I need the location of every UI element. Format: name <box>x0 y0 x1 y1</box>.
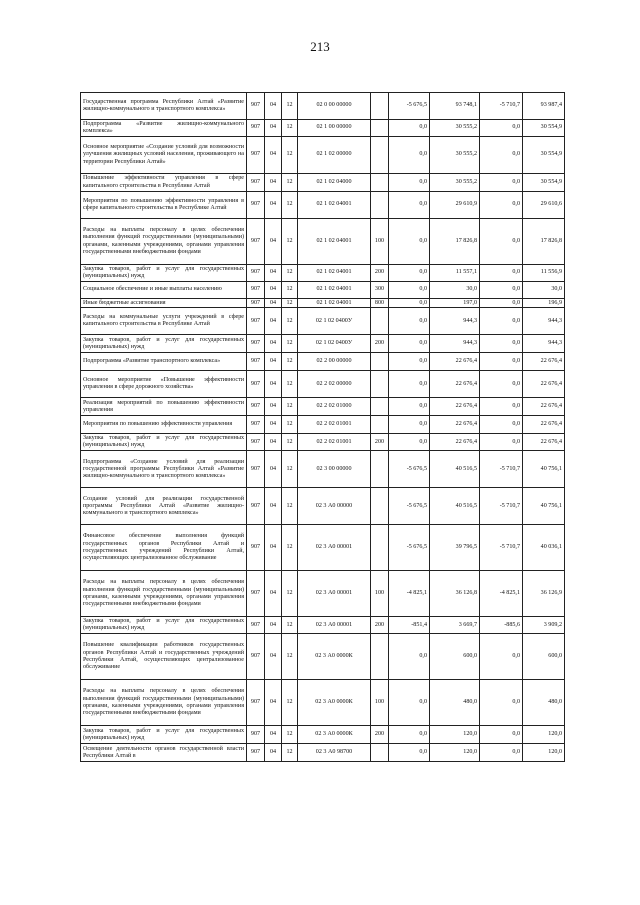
table-row <box>81 371 565 398</box>
row-amount-change-1: 0,0 <box>389 744 430 762</box>
row-subsection: 12 <box>282 726 298 744</box>
row-amount-change-2: 0,0 <box>480 265 523 282</box>
row-section: 04 <box>265 282 282 299</box>
row-section: 04 <box>265 192 282 219</box>
table-row <box>81 265 565 282</box>
row-admin-code: 907 <box>247 137 265 174</box>
row-name: Расходы на выплаты персоналу в целях обеспечения выполнения функций государственными (муниципальными) органами, казенными учреждениями, органами управления государственными внебюджетными фондами <box>81 219 247 265</box>
row-name: Закупка товаров, работ и услуг для государственных (муниципальных) нужд <box>81 617 247 634</box>
row-name: Государственная программа Республики Алтай «Развитие жилищно-коммунального и транспортного комплекса» <box>81 93 247 120</box>
row-expense-type: 200 <box>371 265 389 282</box>
row-amount-change-1: 0,0 <box>389 282 430 299</box>
row-expense-type: 200 <box>371 335 389 353</box>
row-subsection: 12 <box>282 353 298 371</box>
row-amount-2: 120,0 <box>523 726 565 744</box>
row-section: 04 <box>265 726 282 744</box>
row-name: Мероприятия по повышению эффективности управления в сфере капитального строительства в Республике Алтай <box>81 192 247 219</box>
row-amount-1: 30 555,2 <box>430 137 480 174</box>
row-admin-code: 907 <box>247 353 265 371</box>
row-amount-1: 480,0 <box>430 680 480 726</box>
row-amount-change-2: 0,0 <box>480 120 523 137</box>
row-amount-1: 17 826,8 <box>430 219 480 265</box>
row-amount-change-2: 0,0 <box>480 398 523 416</box>
row-subsection: 12 <box>282 265 298 282</box>
row-expense-type <box>371 416 389 434</box>
row-amount-1: 93 748,1 <box>430 93 480 120</box>
table-row <box>81 398 565 416</box>
row-amount-change-1: 0,0 <box>389 398 430 416</box>
row-amount-2: 40 756,1 <box>523 488 565 525</box>
row-amount-change-2: -4 825,1 <box>480 571 523 617</box>
row-amount-1: 29 610,9 <box>430 192 480 219</box>
row-expense-type <box>371 93 389 120</box>
row-amount-2: 600,0 <box>523 634 565 680</box>
row-target-article: 02 1 00 00000 <box>298 120 371 137</box>
table-row <box>81 192 565 219</box>
row-amount-1: 30 555,2 <box>430 120 480 137</box>
row-admin-code: 907 <box>247 174 265 192</box>
row-amount-change-1: -5 676,5 <box>389 488 430 525</box>
row-section: 04 <box>265 371 282 398</box>
row-amount-change-2: 0,0 <box>480 634 523 680</box>
row-section: 04 <box>265 299 282 308</box>
row-section: 04 <box>265 120 282 137</box>
row-section: 04 <box>265 308 282 335</box>
table-row <box>81 680 565 726</box>
row-target-article: 02 3 00 00000 <box>298 451 371 488</box>
row-name: Закупка товаров, работ и услуг для государственных (муниципальных) нужд <box>81 265 247 282</box>
row-name: Финансовое обеспечение выполнения функций государственных органов Республики Алтай и государственных учреждений Республики Алтай, осуществляющих централизованное обслуживание <box>81 525 247 571</box>
row-expense-type <box>371 308 389 335</box>
row-amount-1: 11 557,1 <box>430 265 480 282</box>
row-amount-change-2: 0,0 <box>480 192 523 219</box>
table-row <box>81 353 565 371</box>
table-row <box>81 451 565 488</box>
row-amount-2: 30,0 <box>523 282 565 299</box>
row-amount-1: 197,0 <box>430 299 480 308</box>
row-target-article: 02 2 02 01000 <box>298 398 371 416</box>
row-admin-code: 907 <box>247 93 265 120</box>
row-section: 04 <box>265 174 282 192</box>
row-expense-type <box>371 398 389 416</box>
row-amount-2: 120,0 <box>523 744 565 762</box>
row-amount-change-2: 0,0 <box>480 371 523 398</box>
row-amount-change-2: -5 710,7 <box>480 451 523 488</box>
row-subsection: 12 <box>282 451 298 488</box>
table-row <box>81 434 565 451</box>
row-amount-change-2: 0,0 <box>480 353 523 371</box>
row-amount-1: 120,0 <box>430 744 480 762</box>
row-amount-change-1: 0,0 <box>389 434 430 451</box>
row-amount-change-1: -5 676,5 <box>389 451 430 488</box>
row-subsection: 12 <box>282 93 298 120</box>
row-expense-type: 100 <box>371 571 389 617</box>
row-subsection: 12 <box>282 744 298 762</box>
row-amount-2: 36 126,9 <box>523 571 565 617</box>
row-admin-code: 907 <box>247 451 265 488</box>
row-target-article: 02 2 00 00000 <box>298 353 371 371</box>
row-amount-2: 22 676,4 <box>523 371 565 398</box>
row-amount-change-1: 0,0 <box>389 192 430 219</box>
row-expense-type <box>371 634 389 680</box>
row-amount-change-2: -5 710,7 <box>480 93 523 120</box>
row-target-article: 02 1 02 04000 <box>298 174 371 192</box>
row-amount-change-2: 0,0 <box>480 308 523 335</box>
row-admin-code: 907 <box>247 299 265 308</box>
row-amount-change-2: 0,0 <box>480 137 523 174</box>
row-expense-type <box>371 353 389 371</box>
row-admin-code: 907 <box>247 335 265 353</box>
row-admin-code: 907 <box>247 120 265 137</box>
row-admin-code: 907 <box>247 744 265 762</box>
row-amount-2: 30 554,9 <box>523 174 565 192</box>
row-amount-change-1: 0,0 <box>389 353 430 371</box>
row-amount-change-2: 0,0 <box>480 174 523 192</box>
row-expense-type: 200 <box>371 726 389 744</box>
row-name: Мероприятия по повышению эффективности управления <box>81 416 247 434</box>
row-amount-change-1: 0,0 <box>389 120 430 137</box>
budget-table <box>80 92 565 762</box>
row-amount-1: 22 676,4 <box>430 434 480 451</box>
row-section: 04 <box>265 93 282 120</box>
row-target-article: 02 1 02 00000 <box>298 137 371 174</box>
row-amount-change-1: -851,4 <box>389 617 430 634</box>
row-amount-2: 11 556,9 <box>523 265 565 282</box>
row-amount-change-1: 0,0 <box>389 680 430 726</box>
row-section: 04 <box>265 744 282 762</box>
row-amount-change-2: -5 710,7 <box>480 488 523 525</box>
row-section: 04 <box>265 634 282 680</box>
row-target-article: 02 3 А0 98700 <box>298 744 371 762</box>
table-row <box>81 617 565 634</box>
row-target-article: 02 1 02 04001 <box>298 282 371 299</box>
row-subsection: 12 <box>282 308 298 335</box>
table-row <box>81 744 565 762</box>
row-amount-2: 30 554,9 <box>523 120 565 137</box>
row-section: 04 <box>265 451 282 488</box>
row-expense-type: 100 <box>371 219 389 265</box>
row-amount-1: 944,3 <box>430 335 480 353</box>
row-amount-1: 36 126,8 <box>430 571 480 617</box>
row-subsection: 12 <box>282 680 298 726</box>
table-row <box>81 335 565 353</box>
row-amount-2: 40 756,1 <box>523 451 565 488</box>
row-amount-change-1: -5 676,5 <box>389 525 430 571</box>
row-subsection: 12 <box>282 634 298 680</box>
row-admin-code: 907 <box>247 282 265 299</box>
row-name: Повышение эффективности управления в сфере капитального строительства в Республике Алтай <box>81 174 247 192</box>
row-amount-change-2: 0,0 <box>480 219 523 265</box>
table-row <box>81 488 565 525</box>
row-section: 04 <box>265 571 282 617</box>
table-row <box>81 174 565 192</box>
row-target-article: 02 2 02 01001 <box>298 434 371 451</box>
row-target-article: 02 3 А0 00001 <box>298 525 371 571</box>
row-name: Расходы на выплаты персоналу в целях обеспечения выполнения функций государственными (муниципальными) органами, казенными учреждениями, органами управления государственными внебюджетными фондами <box>81 680 247 726</box>
row-admin-code: 907 <box>247 571 265 617</box>
row-amount-2: 480,0 <box>523 680 565 726</box>
row-admin-code: 907 <box>247 219 265 265</box>
row-target-article: 02 1 02 04001 <box>298 265 371 282</box>
row-subsection: 12 <box>282 488 298 525</box>
table-body <box>81 93 565 762</box>
row-expense-type <box>371 174 389 192</box>
row-section: 04 <box>265 265 282 282</box>
row-subsection: 12 <box>282 398 298 416</box>
row-amount-change-2: 0,0 <box>480 744 523 762</box>
row-amount-2: 30 554,9 <box>523 137 565 174</box>
row-target-article: 02 3 А0 0000К <box>298 726 371 744</box>
row-amount-change-1: 0,0 <box>389 299 430 308</box>
row-target-article: 02 1 02 0400У <box>298 335 371 353</box>
row-amount-1: 944,3 <box>430 308 480 335</box>
row-admin-code: 907 <box>247 308 265 335</box>
row-amount-1: 40 516,5 <box>430 488 480 525</box>
row-amount-change-1: 0,0 <box>389 137 430 174</box>
row-name: Подпрограмма «Развитие жилищно-коммунального комплекса» <box>81 120 247 137</box>
row-name: Расходы на выплаты персоналу в целях обеспечения выполнения функций государственными (муниципальными) органами, казенными учреждениями, органами управления государственными внебюджетными фондами <box>81 571 247 617</box>
table-row <box>81 308 565 335</box>
row-expense-type <box>371 451 389 488</box>
row-name: Подпрограмма «Развитие транспортного комплекса» <box>81 353 247 371</box>
table-row <box>81 137 565 174</box>
row-admin-code: 907 <box>247 726 265 744</box>
row-admin-code: 907 <box>247 488 265 525</box>
row-expense-type <box>371 525 389 571</box>
row-admin-code: 907 <box>247 416 265 434</box>
row-amount-change-1: -4 825,1 <box>389 571 430 617</box>
row-subsection: 12 <box>282 282 298 299</box>
row-target-article: 02 2 02 01001 <box>298 416 371 434</box>
row-amount-change-1: 0,0 <box>389 371 430 398</box>
row-target-article: 02 2 02 00000 <box>298 371 371 398</box>
row-subsection: 12 <box>282 617 298 634</box>
row-amount-change-1: 0,0 <box>389 219 430 265</box>
row-admin-code: 907 <box>247 371 265 398</box>
row-amount-2: 17 826,8 <box>523 219 565 265</box>
row-name: Повышение квалификации работников государственных органов Республики Алтай и государственных учреждений Республики Алтай, осуществляющих централизованное обслуживание <box>81 634 247 680</box>
row-admin-code: 907 <box>247 265 265 282</box>
row-expense-type <box>371 137 389 174</box>
row-amount-change-1: 0,0 <box>389 335 430 353</box>
row-section: 04 <box>265 353 282 371</box>
row-amount-change-2: 0,0 <box>480 416 523 434</box>
row-subsection: 12 <box>282 371 298 398</box>
row-subsection: 12 <box>282 192 298 219</box>
row-amount-change-1: 0,0 <box>389 308 430 335</box>
table-row <box>81 416 565 434</box>
row-section: 04 <box>265 680 282 726</box>
row-amount-2: 944,3 <box>523 335 565 353</box>
row-expense-type: 200 <box>371 617 389 634</box>
row-amount-1: 600,0 <box>430 634 480 680</box>
row-subsection: 12 <box>282 137 298 174</box>
row-amount-change-1: 0,0 <box>389 726 430 744</box>
row-section: 04 <box>265 398 282 416</box>
row-amount-1: 22 676,4 <box>430 398 480 416</box>
row-amount-2: 40 036,1 <box>523 525 565 571</box>
row-amount-change-1: -5 676,5 <box>389 93 430 120</box>
table-row <box>81 282 565 299</box>
row-amount-1: 40 516,5 <box>430 451 480 488</box>
row-amount-1: 30 555,2 <box>430 174 480 192</box>
page-number: 213 <box>310 39 330 54</box>
row-expense-type <box>371 488 389 525</box>
row-admin-code: 907 <box>247 192 265 219</box>
row-name: Закупка товаров, работ и услуг для государственных (муниципальных) нужд <box>81 335 247 353</box>
row-target-article: 02 0 00 00000 <box>298 93 371 120</box>
row-name: Основное мероприятие «Создание условий для возможности улучшения жилищных условий населения, проживающего на территории Республики Алтай» <box>81 137 247 174</box>
row-target-article: 02 1 02 04001 <box>298 192 371 219</box>
row-name: Расходы на коммунальные услуги учреждений в сфере капитального строительства в Республике Алтай <box>81 308 247 335</box>
row-amount-change-2: 0,0 <box>480 299 523 308</box>
row-expense-type <box>371 192 389 219</box>
row-subsection: 12 <box>282 416 298 434</box>
row-admin-code: 907 <box>247 680 265 726</box>
row-subsection: 12 <box>282 120 298 137</box>
row-target-article: 02 3 А0 00000 <box>298 488 371 525</box>
row-target-article: 02 1 02 04001 <box>298 299 371 308</box>
row-target-article: 02 1 02 04001 <box>298 219 371 265</box>
row-subsection: 12 <box>282 219 298 265</box>
row-amount-change-1: 0,0 <box>389 265 430 282</box>
row-target-article: 02 3 А0 0000К <box>298 680 371 726</box>
table-row <box>81 219 565 265</box>
row-amount-change-2: 0,0 <box>480 434 523 451</box>
row-amount-1: 22 676,4 <box>430 371 480 398</box>
row-amount-2: 22 676,4 <box>523 416 565 434</box>
row-subsection: 12 <box>282 525 298 571</box>
row-amount-change-2: 0,0 <box>480 282 523 299</box>
row-amount-1: 22 676,4 <box>430 416 480 434</box>
table-row <box>81 634 565 680</box>
row-amount-2: 22 676,4 <box>523 353 565 371</box>
row-target-article: 02 3 А0 00001 <box>298 571 371 617</box>
row-name: Основное мероприятие «Повышение эффективности управления в сфере дорожного хозяйства» <box>81 371 247 398</box>
table-row <box>81 726 565 744</box>
row-amount-1: 22 676,4 <box>430 353 480 371</box>
row-amount-change-2: 0,0 <box>480 726 523 744</box>
row-admin-code: 907 <box>247 525 265 571</box>
row-section: 04 <box>265 617 282 634</box>
row-name: Иные бюджетные ассигнования <box>81 299 247 308</box>
row-admin-code: 907 <box>247 434 265 451</box>
row-subsection: 12 <box>282 335 298 353</box>
table-row <box>81 120 565 137</box>
table-row <box>81 525 565 571</box>
row-expense-type: 200 <box>371 434 389 451</box>
table-row <box>81 571 565 617</box>
row-name: Закупка товаров, работ и услуг для государственных (муниципальных) нужд <box>81 434 247 451</box>
row-amount-2: 93 987,4 <box>523 93 565 120</box>
row-expense-type <box>371 120 389 137</box>
row-expense-type <box>371 371 389 398</box>
row-amount-1: 3 669,7 <box>430 617 480 634</box>
row-name: Освещение деятельности органов государственной власти Республики Алтай в <box>81 744 247 762</box>
row-section: 04 <box>265 219 282 265</box>
row-amount-2: 3 909,2 <box>523 617 565 634</box>
row-name: Создание условий для реализации государственной программы Республики Алтай «Развитие жилищно-коммунального и транспортного комплекса» <box>81 488 247 525</box>
row-admin-code: 907 <box>247 634 265 680</box>
row-subsection: 12 <box>282 299 298 308</box>
row-amount-2: 22 676,4 <box>523 434 565 451</box>
row-target-article: 02 1 02 0400У <box>298 308 371 335</box>
row-subsection: 12 <box>282 571 298 617</box>
row-subsection: 12 <box>282 174 298 192</box>
row-section: 04 <box>265 488 282 525</box>
row-amount-change-1: 0,0 <box>389 416 430 434</box>
row-amount-change-1: 0,0 <box>389 174 430 192</box>
row-subsection: 12 <box>282 434 298 451</box>
row-amount-change-2: 0,0 <box>480 335 523 353</box>
row-amount-2: 944,3 <box>523 308 565 335</box>
row-expense-type <box>371 744 389 762</box>
row-amount-1: 120,0 <box>430 726 480 744</box>
row-expense-type: 300 <box>371 282 389 299</box>
row-target-article: 02 3 А0 0000К <box>298 634 371 680</box>
row-amount-change-2: -885,6 <box>480 617 523 634</box>
row-amount-change-2: -5 710,7 <box>480 525 523 571</box>
row-section: 04 <box>265 335 282 353</box>
row-amount-change-1: 0,0 <box>389 634 430 680</box>
row-section: 04 <box>265 525 282 571</box>
table-row <box>81 299 565 308</box>
row-section: 04 <box>265 416 282 434</box>
row-admin-code: 907 <box>247 617 265 634</box>
row-amount-1: 30,0 <box>430 282 480 299</box>
row-expense-type: 100 <box>371 680 389 726</box>
row-amount-2: 22 676,4 <box>523 398 565 416</box>
row-amount-2: 196,9 <box>523 299 565 308</box>
row-amount-1: 39 796,5 <box>430 525 480 571</box>
row-name: Социальное обеспечение и иные выплаты населению <box>81 282 247 299</box>
row-name: Реализация мероприятий по повышению эффективности управления <box>81 398 247 416</box>
row-amount-change-2: 0,0 <box>480 680 523 726</box>
row-name: Подпрограмма «Создание условий для реализации государственной программы Республики Алтай «Развитие жилищно-коммунального и транспортного комплекса» <box>81 451 247 488</box>
row-expense-type: 800 <box>371 299 389 308</box>
table-row <box>81 93 565 120</box>
row-section: 04 <box>265 137 282 174</box>
row-section: 04 <box>265 434 282 451</box>
row-admin-code: 907 <box>247 398 265 416</box>
row-target-article: 02 3 А0 00001 <box>298 617 371 634</box>
row-name: Закупка товаров, работ и услуг для государственных (муниципальных) нужд <box>81 726 247 744</box>
row-amount-2: 29 610,6 <box>523 192 565 219</box>
